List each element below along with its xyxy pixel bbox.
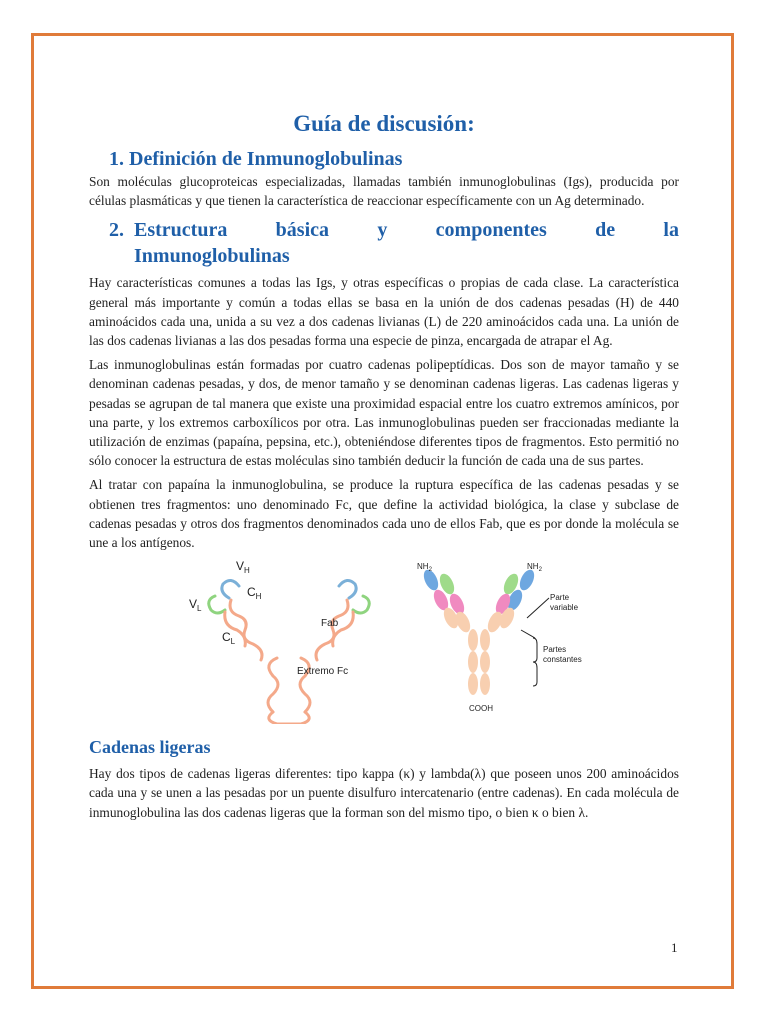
heading-word: Estructura [134,219,228,242]
label-partes-constantes-1: Partes [543,645,567,655]
label-nh2-right: $NH_2$ [527,562,542,574]
label-ch: $C_H$ [247,585,262,602]
label-cl: $C_L$ [222,630,236,647]
section-2-heading-line2: Inmunoglobulinas [134,245,290,268]
label-parte-variable-2: variable [550,603,579,613]
section-1-paragraph: Son moléculas glucoproteicas especializadas, llamadas también inmunoglobulinas (Igs), producida por células plasmáticas y que tienen la característica de reaccionar específicamente con un Ag determinado. [89,174,679,209]
section-3-heading: Cadenas ligeras [89,737,211,758]
document-body [89,110,679,822]
section-2-heading [89,217,679,269]
antibody-diagram-right [407,558,627,724]
label-parte-variable-1: Parte [550,593,570,603]
label-fc: Extremo Fc [297,666,349,678]
label-cooh: COOH [469,704,493,714]
heading-word: componentes [435,219,547,242]
section-2-heading-line1 [134,217,679,243]
section-2-paragraph-1: Hay características comunes a todas las Igs, y otras específicas o propias de cada clase. La característica general más importante y común a todas ellas se basa en la unión de dos cadenas pesadas (H) de 440 aminoácidos cada una, unida a su vez a dos cadenas livianas (L) de 220 aminoácidos cada una. La unión de las dos cadenas livianas a las dos pesadas forma una especie de pinza, encargada de atrapar el Ag. [89,275,679,349]
label-vl: $V_L$ [189,597,202,614]
heading-word: y [377,219,388,242]
heading-word: básica [275,219,329,242]
label-partes-constantes-2: constantes [543,655,582,665]
section-2-paragraph-3: Al tratar con papaína la inmunoglobulina, se produce la ruptura específica de las cadenas pesadas y se obtienen tres fragmentos: uno denominado Fc, que define la actividad biológica, la clase y subclase de cadenas pesadas y otros dos fragmentos denominados cada uno de ellos Fab, que es por donde la molécula se une a los antígenos. [89,477,679,551]
section-2-number: 2. [109,219,124,242]
label-vh: $V_H$ [236,559,250,576]
section-2-paragraph-2: Las inmunoglobulinas están formadas por cuatro cadenas polipeptídicas. Dos son de mayor tamaño y se denominan cadenas pesadas, y dos, de menor tamaño y se denominan cadenas ligeras. Las cadenas ligeras y pesadas se agrupan de tal manera que existe una proximidad espacial entre los cuatro extremos amínicos, por una parte, y los extremos carboxílicos por otra. Las inmunoglobulinas pueden ser fraccionadas mediante la utilización de enzimas (papaína, pepsina, etc.), obteniéndose diferentes tipos de fragmentos. Esto permitió no sólo conocer la estructura de estas moléculas sino también deducir la función de cada una de sus partes. [89,357,679,469]
section-3-paragraph: Hay dos tipos de cadenas ligeras diferentes: tipo kappa (κ) y lambda(λ) que poseen unos 200 aminoácidos cada una y se unen a las pesadas por un puente disulfuro intercatenario (entre cadenas). En cada molécula de inmunoglobulina las dos cadenas ligeras que la forman son del mismo tipo, o bien κ o bien λ. [89,766,679,820]
page-title: Guía de discusión: [293,111,475,136]
heading-word: de [595,219,616,242]
label-fab: Fab [321,618,339,630]
antibody-figure [89,558,679,724]
section-1-heading: 1. Definición de Inmunoglobulinas [109,148,403,170]
heading-word: la [663,219,679,242]
page-number: 1 [671,940,678,955]
label-nh2-left: $NH_2$ [417,562,432,574]
